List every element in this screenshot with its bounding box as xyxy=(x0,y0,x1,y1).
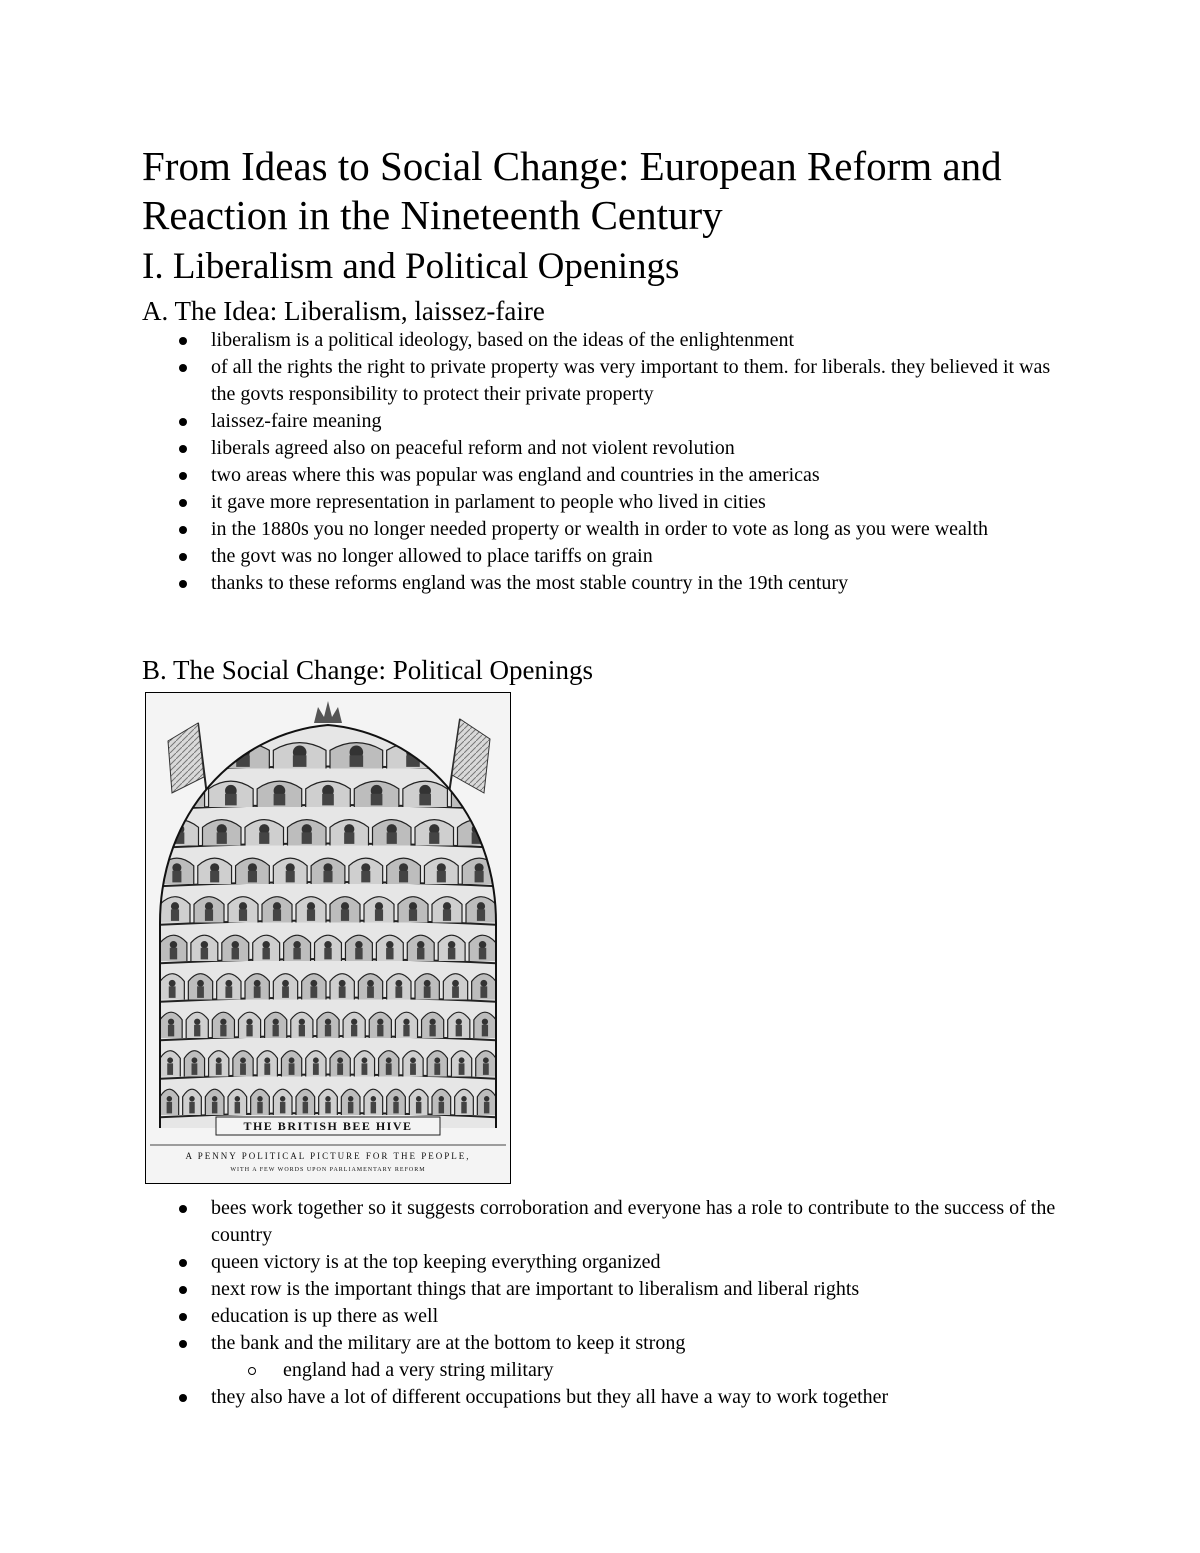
bullet-dot-icon xyxy=(179,445,187,453)
bullet-dot-icon xyxy=(179,1205,187,1213)
list-item: next row is the important things that are important to liberalism and liberal rights xyxy=(142,1276,1067,1303)
bullet-dot-icon xyxy=(179,364,187,372)
list-item: two areas where this was popular was england and countries in the americas xyxy=(142,462,1067,489)
subsection-a-heading: A. The Idea: Liberalism, laissez-faire xyxy=(142,296,545,326)
caption-line-1: A PENNY POLITICAL PICTURE FOR THE PEOPLE, xyxy=(185,1151,471,1161)
bullet-dot-icon xyxy=(179,418,187,426)
caption-line-2: WITH A FEW WORDS UPON PARLIAMENTARY REFORM xyxy=(230,1167,426,1173)
subsection-a-bullet-list xyxy=(142,327,1067,597)
list-item: it gave more representation in parlament to people who lived in cities xyxy=(142,489,1067,516)
subsection-b-heading: B. The Social Change: Political Openings xyxy=(142,655,593,685)
document-title: From Ideas to Social Change: European Reform and Reaction in the Nineteenth Century xyxy=(142,143,1002,238)
banner-text: THE BRITISH BEE HIVE xyxy=(243,1119,413,1133)
bullet-dot-icon xyxy=(179,1340,187,1348)
bullet-dot-icon xyxy=(179,553,187,561)
list-item: of all the rights the right to private property was very important to them. for liberals. they believed it was the govts responsibility to protect their private property xyxy=(142,354,1067,408)
bullet-dot-icon xyxy=(179,526,187,534)
bullet-dot-icon xyxy=(179,1286,187,1294)
bullet-dot-icon xyxy=(179,1394,187,1402)
subsection-b-bullet-list xyxy=(142,1195,1067,1411)
sub-list-item: england had a very string military xyxy=(211,1357,1067,1384)
list-item: bees work together so it suggests corroboration and everyone has a role to contribute to the success of the country xyxy=(142,1195,1067,1249)
list-item: the govt was no longer allowed to place tariffs on grain xyxy=(142,543,1067,570)
bullet-dot-icon xyxy=(179,1313,187,1321)
bullet-dot-icon xyxy=(179,337,187,345)
bullet-dot-icon xyxy=(179,580,187,588)
list-item: liberals agreed also on peaceful reform and not violent revolution xyxy=(142,435,1067,462)
list-item: the bank and the military are at the bottom to keep it strong england had a very string military xyxy=(142,1330,1067,1384)
section-heading: I. Liberalism and Political Openings xyxy=(142,246,680,287)
list-item: education is up there as well xyxy=(142,1303,1067,1330)
list-item: they also have a lot of different occupations but they all have a way to work together xyxy=(142,1384,1067,1411)
bullet-dot-icon xyxy=(179,1259,187,1267)
list-item: laissez-faire meaning xyxy=(142,408,1067,435)
list-item: queen victory is at the top keeping everything organized xyxy=(142,1249,1067,1276)
bullet-dot-icon xyxy=(179,472,187,480)
list-item: in the 1880s you no longer needed property or wealth in order to vote as long as you were wealth xyxy=(142,516,1067,543)
list-item: thanks to these reforms england was the most stable country in the 19th century xyxy=(142,570,1067,597)
hollow-bullet-icon xyxy=(248,1367,256,1375)
british-bee-hive-illustration xyxy=(145,692,511,1184)
sub-bullet-list xyxy=(211,1357,1067,1384)
list-item: liberalism is a political ideology, based on the ideas of the enlightenment xyxy=(142,327,1067,354)
bullet-dot-icon xyxy=(179,499,187,507)
